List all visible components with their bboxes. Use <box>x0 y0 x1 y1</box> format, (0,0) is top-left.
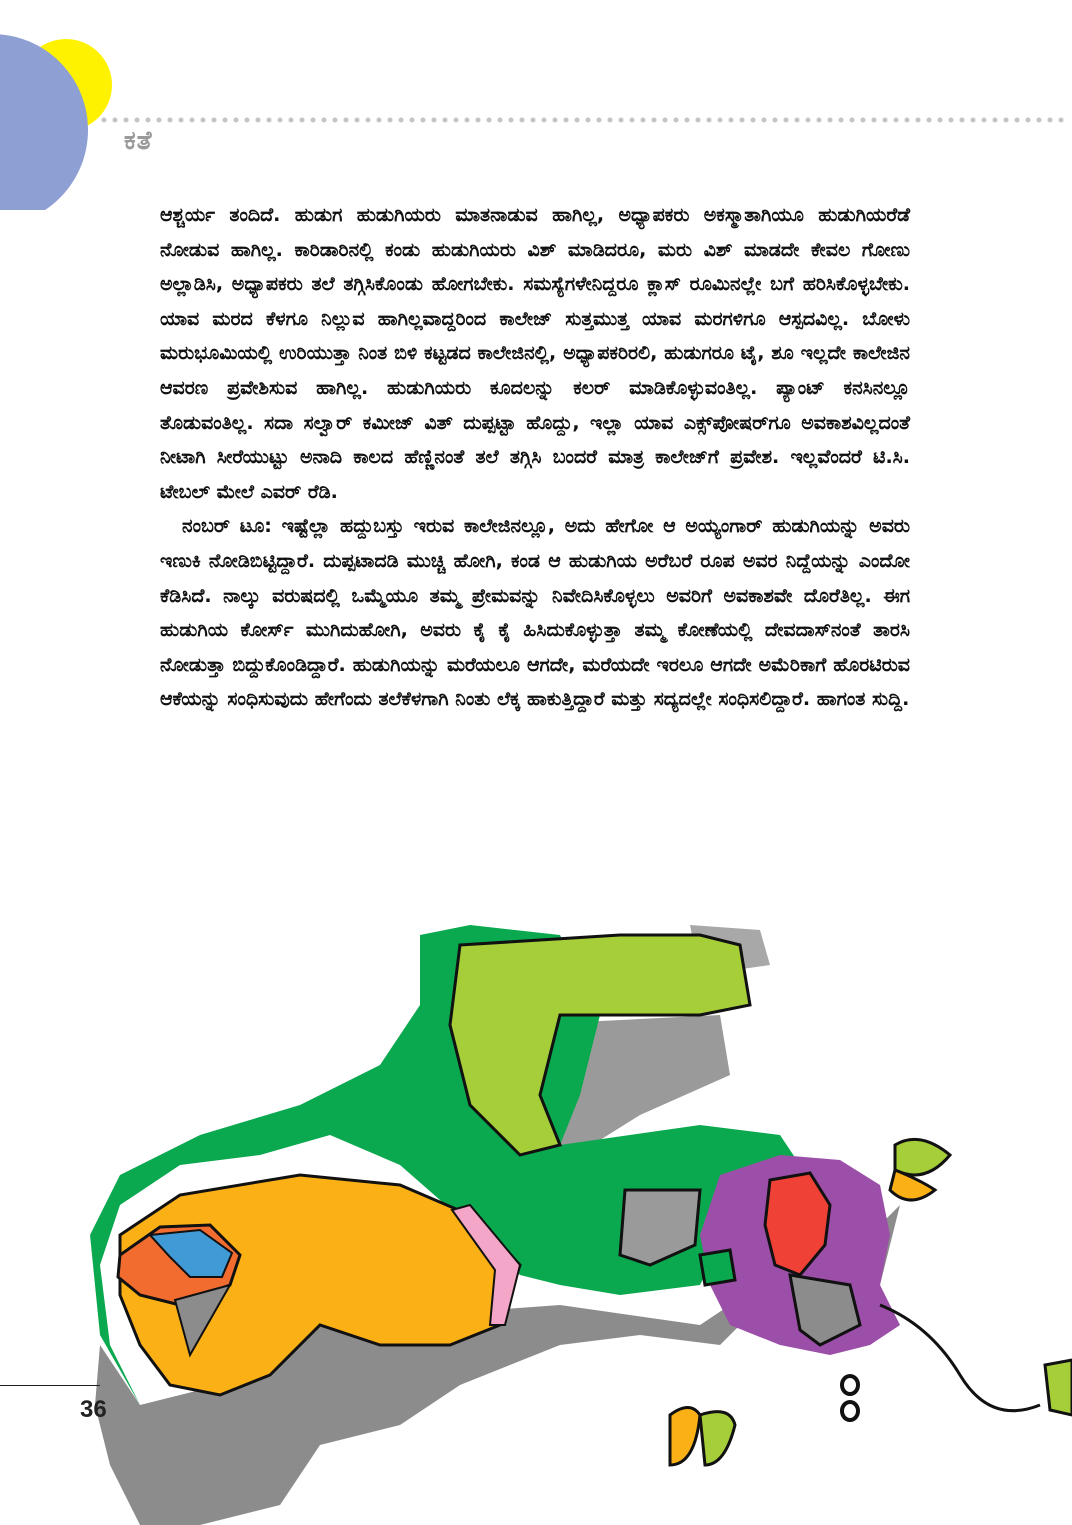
child-drawing-illustration <box>0 905 1072 1525</box>
hand-shape <box>700 1250 735 1285</box>
page-rule <box>0 1385 100 1386</box>
leaf-shape <box>1045 1360 1072 1415</box>
story-text <box>160 198 910 717</box>
small-circle-shape <box>842 1376 858 1394</box>
section-label: ಕತೆ <box>124 126 153 156</box>
paragraph: ನಂಬರ್ ಟೂ: ಇಷ್ಟೆಲ್ಲಾ ಹದ್ದುಬಸ್ತು ಇರುವ ಕಾಲೇಜಿನಲ್ಲೂ, ಅದು ಹೇಗೋ ಆ ಅಯ್ಯಂಗಾರ್ ಹುಡುಗಿಯನ್ನು ಅವರು ಇಣುಕಿ ನೋಡಿಬಿಟ್ಟಿದ್ದಾರೆ. ದುಪ್ಪಟಾದಡಿ ಮುಚ್ಚಿ ಹೋಗಿ, ಕಂಡ ಆ ಹುಡುಗಿಯ ಅರೆಬರೆ ರೂಪ ಅವರ ನಿದ್ದೆಯನ್ನು ಎಂದೋ ಕೆಡಿಸಿದೆ. ನಾಲ್ಕು ವರುಷದಲ್ಲಿ ಒಮ್ಮೆಯೂ ತಮ್ಮ ಪ್ರೇಮವನ್ನು ನಿವೇದಿಸಿಕೊಳ್ಳಲು ಅವರಿಗೆ ಅವಕಾಶವೇ ದೊರೆತಿಲ್ಲ. ಈಗ ಹುಡುಗಿಯ ಕೋರ್ಸ್ ಮುಗಿದುಹೋಗಿ, ಅವರು ಕೈ ಕೈ ಹಿಸಿದುಕೊಳ್ಳುತ್ತಾ ತಮ್ಮ ಕೋಣೆಯಲ್ಲಿ ದೇವದಾಸ್‌ನಂತೆ ತಾರಸಿ ನೋಡುತ್ತಾ ಬಿದ್ದುಕೊಂಡಿದ್ದಾರೆ. ಹುಡುಗಿಯನ್ನು ಮರೆಯಲೂ ಆಗದೇ, ಮರೆಯದೇ ಇರಲೂ ಆಗದೇ ಅಮೆರಿಕಾಗೆ ಹೊರಟಿರುವ ಆಕೆಯನ್ನು ಸಂಧಿಸುವುದು ಹೇಗೆಂದು ತಲೆಕೆಳಗಾಗಿ ನಿಂತು ಲೆಕ್ಕ ಹಾಕುತ್ತಿದ್ದಾರೆ ಮತ್ತು ಸದ್ಯದಲ್ಲೇ ಸಂಧಿಸಲಿದ್ದಾರೆ. ಹಾಗಂತ ಸುದ್ದಿ. <box>160 515 910 711</box>
paragraph: ಆಶ್ಚರ್ಯ ತಂದಿದೆ. ಹುಡುಗ ಹುಡುಗಿಯರು ಮಾತನಾಡುವ ಹಾಗಿಲ್ಲ, ಅಧ್ಯಾಪಕರು ಅಕಸ್ಮಾತಾಗಿಯೂ ಹುಡುಗಿಯರೆಡೆ ನೋಡುವ ಹಾಗಿಲ್ಲ. ಕಾರಿಡಾರಿನಲ್ಲಿ ಕಂಡು ಹುಡುಗಿಯರು ವಿಶ್ ಮಾಡಿದರೂ, ಮರು ವಿಶ್ ಮಾಡದೇ ಕೇವಲ ಗೋಣು ಅಲ್ಲಾಡಿಸಿ, ಅಧ್ಯಾಪಕರು ತಲೆ ತಗ್ಗಿಸಿಕೊಂಡು ಹೋಗಬೇಕು. ಸಮಸ್ಯೆಗಳೇನಿದ್ದರೂ ಕ್ಲಾಸ್ ರೂಮಿನಲ್ಲೇ ಬಗೆ ಹರಿಸಿಕೊಳ್ಳಬೇಕು. ಯಾವ ಮರದ ಕೆಳಗೂ ನಿಲ್ಲುವ ಹಾಗಿಲ್ಲವಾದ್ದರಿಂದ ಕಾಲೇಜ್ ಸುತ್ತಮುತ್ತ ಯಾವ ಮರಗಳಿಗೂ ಆಸ್ಪದವಿಲ್ಲ. ಬೋಳು ಮರುಭೂಮಿಯಲ್ಲಿ ಉರಿಯುತ್ತಾ ನಿಂತ ಬಿಳಿ ಕಟ್ಟಡದ ಕಾಲೇಜಿನಲ್ಲಿ, ಅಧ್ಯಾಪಕರಿರಲಿ, ಹುಡುಗರೂ ಟೈ, ಶೂ ಇಲ್ಲದೇ ಕಾಲೇಜಿನ ಆವರಣ ಪ್ರವೇಶಿಸುವ ಹಾಗಿಲ್ಲ. ಹುಡುಗಿಯರು ಕೂದಲನ್ನು ಕಲರ್ ಮಾಡಿಕೊಳ್ಳುವಂತಿಲ್ಲ. ಪ್ಯಾಂಟ್ ಕನಸಿನಲ್ಲೂ ತೊಡುವಂತಿಲ್ಲ. ಸದಾ ಸಲ್ವಾರ್ ಕಮೀಜ್ ವಿತ್ ದುಪ್ಪಟ್ಟಾ ಹೊದ್ದು, ಇಲ್ಲಾ ಯಾವ ಎಕ್ಸ್‌ಪೋಷರ್‌ಗೂ ಅವಕಾಶವಿಲ್ಲದಂತೆ ನೀಟಾಗಿ ಸೀರೆಯುಟ್ಟು ಅನಾದಿ ಕಾಲದ ಹೆಣ್ಣಿನಂತೆ ತಲೆ ತಗ್ಗಿಸಿ ಬಂದರೆ ಮಾತ್ರ ಕಾಲೇಜ್‌ಗೆ ಪ್ರವೇಶ. ಇಲ್ಲವೆಂದರೆ ಟಿ.ಸಿ. ಟೇಬಲ್ ಮೇಲೆ ಎವರ್ ರೆಡಿ. <box>160 204 910 503</box>
page-number: 36 <box>80 1396 107 1423</box>
header-decoration <box>0 0 1072 210</box>
leaf-shape <box>895 1139 950 1175</box>
small-circle-shape <box>842 1402 858 1420</box>
leaf-shape <box>700 1412 735 1465</box>
leaf-shape <box>670 1408 700 1466</box>
vine-line <box>880 1305 1040 1411</box>
